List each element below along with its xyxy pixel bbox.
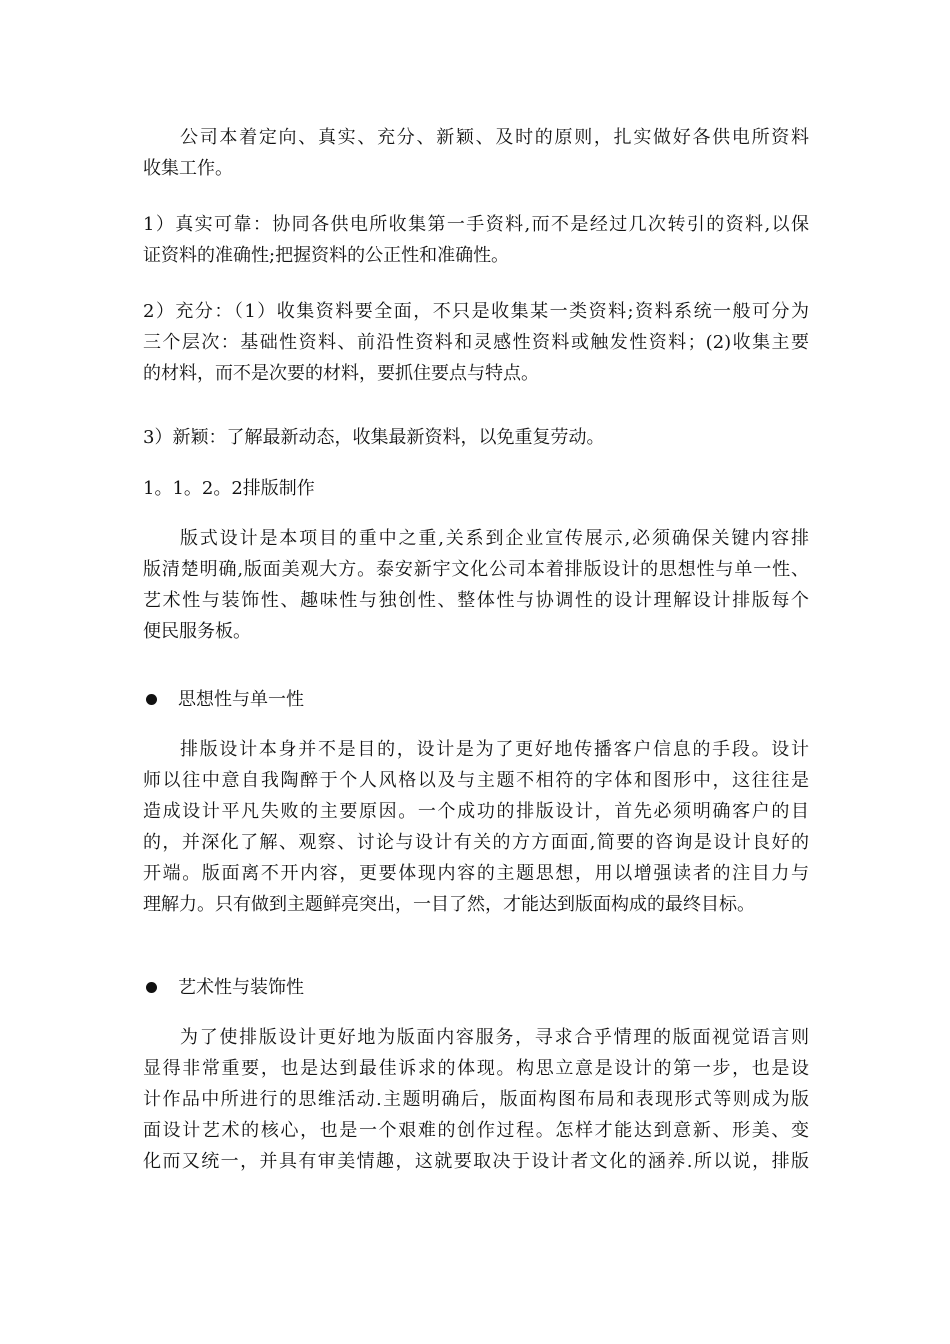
paragraph-authentic bbox=[143, 209, 809, 271]
paragraph-artistry bbox=[143, 1022, 809, 1177]
paragraph-ideology bbox=[143, 734, 809, 920]
bullet-icon bbox=[146, 694, 157, 705]
text-line: 收集工作。 bbox=[143, 158, 233, 179]
text-line: 排版设计本身并不是目的，设计是为了更好地传播客户信息的手段。设计 bbox=[180, 739, 809, 760]
text-line: 便民服务板。 bbox=[143, 621, 251, 642]
text-line: 造成设计平凡失败的主要原因。一个成功的排版设计，首先必须明确客户的目 bbox=[143, 801, 809, 822]
text-line: 显得非常重要，也是达到最佳诉求的体现。构思立意是设计的第一步，也是设 bbox=[143, 1058, 809, 1079]
text-line: 3）新颖：了解最新动态，收集最新资料，以免重复劳动。 bbox=[143, 427, 605, 448]
text-line: 面设计艺术的核心，也是一个艰难的创作过程。怎样才能达到意新、形美、变 bbox=[143, 1120, 809, 1141]
bullet-label: 思想性与单一性 bbox=[178, 689, 304, 710]
paragraph-layout-design bbox=[143, 523, 809, 647]
paragraph-novel bbox=[143, 422, 809, 453]
heading-text: 1。1。2。2排版制作 bbox=[143, 478, 315, 499]
text-line: 1）真实可靠：协同各供电所收集第一手资料,而不是经过几次转引的资料,以保 bbox=[143, 214, 809, 235]
bullet-item-artistry bbox=[143, 972, 809, 1003]
text-line: 理解力。只有做到主题鲜亮突出，一目了然，才能达到版面构成的最终目标。 bbox=[143, 894, 755, 915]
text-line: 艺术性与装饰性、趣味性与独创性、整体性与协调性的设计理解设计排版每个 bbox=[143, 590, 809, 611]
text-line: 证资料的准确性;把握资料的公正性和准确性。 bbox=[143, 245, 510, 266]
text-line: 版清楚明确,版面美观大方。泰安新宇文化公司本着排版设计的思想性与单一性、 bbox=[143, 559, 809, 580]
text-line: 版式设计是本项目的重中之重,关系到企业宣传展示,必须确保关键内容排 bbox=[180, 528, 809, 549]
text-line: 为了使排版设计更好地为版面内容服务，寻求合乎情理的版面视觉语言则 bbox=[180, 1027, 809, 1048]
text-line: 的，并深化了解、观察、讨论与设计有关的方方面面,简要的咨询是设计良好的 bbox=[143, 832, 809, 853]
paragraph-sufficient bbox=[143, 296, 809, 389]
section-heading bbox=[143, 473, 809, 504]
text-line: 公司本着定向、真实、充分、新颖、及时的原则，扎实做好各供电所资料 bbox=[180, 127, 809, 148]
paragraph-principles bbox=[143, 122, 809, 184]
text-line: 的材料，而不是次要的材料，要抓住要点与特点。 bbox=[143, 363, 539, 384]
bullet-icon bbox=[146, 982, 157, 993]
text-line: 开端。版面离不开内容，更要体现内容的主题思想，用以增强读者的注目力与 bbox=[143, 863, 809, 884]
text-line: 计作品中所进行的思维活动.主题明确后，版面构图布局和表现形式等则成为版 bbox=[143, 1089, 809, 1110]
bullet-item-ideology bbox=[143, 684, 809, 715]
text-line: 2）充分：（1）收集资料要全面，不只是收集某一类资料;资料系统一般可分为 bbox=[143, 301, 809, 322]
text-line: 化而又统一，并具有审美情趣，这就要取决于设计者文化的涵养.所以说，排版 bbox=[143, 1151, 809, 1172]
text-line: 师以往中意自我陶醉于个人风格以及与主题不相符的字体和图形中，这往往是 bbox=[143, 770, 809, 791]
bullet-label: 艺术性与装饰性 bbox=[178, 977, 304, 998]
text-line: 三个层次：基础性资料、前沿性资料和灵感性资料或触发性资料；(2)收集主要 bbox=[143, 332, 809, 353]
